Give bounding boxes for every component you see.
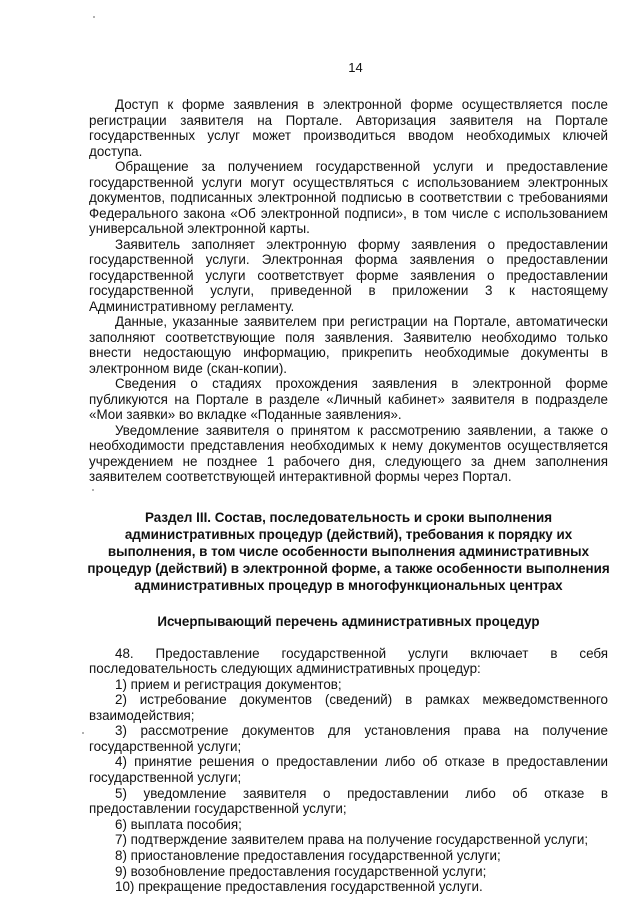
paragraph-registration-data: Данные, указанные заявителем при регистрации на Портале, автоматически заполняют соответствующие поля заявления. Заявителю необходимо только внести недостающую информацию, прикрепить необходимые документы в электронном виде (скан-копии). <box>89 314 608 376</box>
list-item: 5) уведомление заявителя о предоставлении либо об отказе в предоставлении государственной услуги; <box>89 785 608 817</box>
list-item: 4) принятие решения о предоставлении либо об отказе в предоставлении государственной услуги; <box>89 754 608 786</box>
list-item: 9) возобновление предоставления государственной услуги; <box>115 863 487 879</box>
list-item: 1) прием и регистрация документов; <box>115 676 342 692</box>
paragraph-portal-access: Доступ к форме заявления в электронной форме осуществляется после регистрации заявителя на Портале. Авторизация заявителя на Портале государственных услуг может производиться вводом необходимых ключей доступа. <box>89 97 608 159</box>
list-item: 8) приостановление предоставления государственной услуги; <box>115 848 501 864</box>
list-item: 2) истребование документов (сведений) в рамках межведомственного взаимодействия; <box>89 692 608 723</box>
paragraph-status-publication: Сведения о стадиях прохождения заявления в электронной форме публикуются на Портале в разделе «Личный кабинет» заявителя в подразделе «Мои заявки» во вкладке «Поданные заявления». <box>89 376 608 422</box>
scan-speck <box>93 16 95 18</box>
paragraph-electronic-form: Заявитель заполняет электронную форму заявления о предоставлении государственной услуги. Электронная форма заявления о предоставлении государственной услуги соответствует форме заявления о предоставлении государственной услуги, приведенной в приложении 3 к настоящему Административному регламенту. <box>89 236 608 314</box>
procedures-list <box>89 677 608 895</box>
paragraph-item-48: 48. Предоставление государственной услуги включает в себя последовательность следующих административных процедур: <box>89 645 608 676</box>
list-item: 7) подтверждение заявителем права на получение государственной услуги; <box>115 832 589 848</box>
section-heading: Раздел III. Состав, последовательность и сроки выполнения административных процедур (действий), требования к порядку их выполнения, в том числе особенности выполнения административных процедур (действий) в электронной форме, а также особенности выполнения административных процедур в многофункциональных центрах <box>87 509 610 593</box>
paragraph-notification: Уведомление заявителя о принятом к рассмотрению заявлении, а также о необходимости представления необходимых к нему документов осуществляется учреждением не позднее 1 рабочего дня, следующего за днем заполнения заявителем соответствующей интерактивной формы через Портал. <box>89 422 608 484</box>
subheading: Исчерпывающий перечень административных процедур <box>157 613 540 629</box>
page-number: 14 <box>348 60 363 75</box>
scan-speck <box>82 732 84 734</box>
scan-speck <box>92 489 94 491</box>
paragraph-electronic-signature: Обращение за получением государственной услуги и предоставление государственной услуги могут осуществляться с использованием электронных документов, подписанных электронной подписью в соответствии с требованиями Федерального закона «Об электронной подписи», в том числе с использованием универсальной электронной карты. <box>89 159 608 236</box>
list-item: 6) выплата пособия; <box>115 816 242 832</box>
list-item: 10) прекращение предоставления государственной услуги. <box>115 879 483 895</box>
list-item: 3) рассмотрение документов для установления права на получение государственной услуги; <box>89 723 608 754</box>
